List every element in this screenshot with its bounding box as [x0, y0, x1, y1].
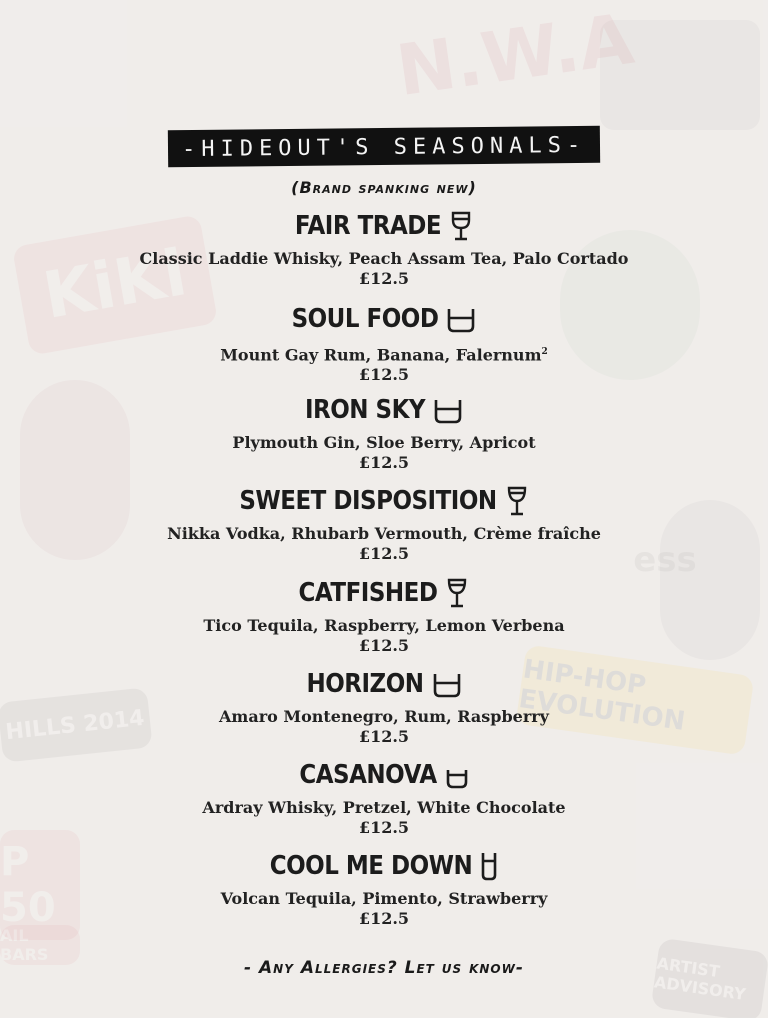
small-tumbler-icon	[445, 760, 469, 790]
cocktail-price: £12.5	[358, 818, 410, 837]
menu-item-fair-trade	[0, 209, 768, 289]
menu-item-catfished	[0, 576, 768, 656]
cocktail-ingredients: Ardray Whisky, Pretzel, White Chocolate	[202, 798, 566, 817]
cocktail-price: £12.5	[358, 636, 410, 655]
allergy-notice: - Any Allergies? Let us know-	[244, 958, 524, 978]
menu-item-iron-sky	[0, 393, 768, 473]
menu-item-soul-food	[0, 302, 768, 385]
highball-glass-icon	[480, 851, 498, 881]
cocktail-ingredients: Amaro Montenegro, Rum, Raspberry	[219, 707, 549, 726]
cocktail-price: £12.5	[358, 727, 410, 746]
rocks-glass-icon	[433, 395, 463, 425]
menu-item-cool-me-down	[0, 849, 768, 929]
title-banner-wrap	[0, 128, 768, 165]
menu-title: -HIDEOUT'S SEASONALS-	[168, 126, 601, 168]
goblet-glass-icon	[449, 211, 473, 241]
cocktail-ingredients: Mount Gay Rum, Banana, Falernum$^2$	[220, 345, 548, 365]
cocktail-price: £12.5	[358, 544, 410, 563]
cocktail-price: £12.5	[358, 909, 410, 928]
cocktail-name: HORIZON	[306, 669, 424, 699]
cocktail-name: IRON SKY	[304, 395, 426, 425]
menu-item-horizon	[0, 667, 768, 747]
cocktail-ingredients: Volcan Tequila, Pimento, Strawberry	[220, 889, 548, 908]
rocks-glass-icon	[432, 669, 462, 699]
cocktail-name: FAIR TRADE	[294, 211, 442, 241]
menu-item-casanova	[0, 758, 768, 838]
cocktail-name: COOL ME DOWN	[269, 851, 473, 881]
cocktail-price: £12.5	[358, 269, 410, 288]
rocks-glass-icon	[446, 304, 476, 334]
wine-glass-icon	[445, 578, 469, 608]
cocktail-ingredients: Nikka Vodka, Rhubarb Vermouth, Crème fraîche	[167, 524, 601, 543]
cocktail-name: SWEET DISPOSITION	[239, 486, 497, 516]
cocktail-name: SOUL FOOD	[291, 304, 439, 334]
footnote-marker: 2	[541, 347, 548, 357]
wine-glass-icon	[505, 486, 529, 516]
cocktail-price: £12.5	[358, 453, 410, 472]
cocktail-ingredients: Tico Tequila, Raspberry, Lemon Verbena	[203, 616, 565, 635]
cocktail-name: CASANOVA	[299, 760, 437, 790]
cocktail-price: £12.5	[358, 365, 410, 385]
cocktail-ingredients: Plymouth Gin, Sloe Berry, Apricot	[232, 433, 536, 452]
cocktail-ingredients: Classic Laddie Whisky, Peach Assam Tea, Palo Cortado	[139, 249, 629, 268]
cocktail-name: CATFISHED	[298, 578, 438, 608]
menu-subtitle: (Brand spanking new)	[291, 178, 477, 197]
menu-item-sweet-disposition	[0, 484, 768, 564]
